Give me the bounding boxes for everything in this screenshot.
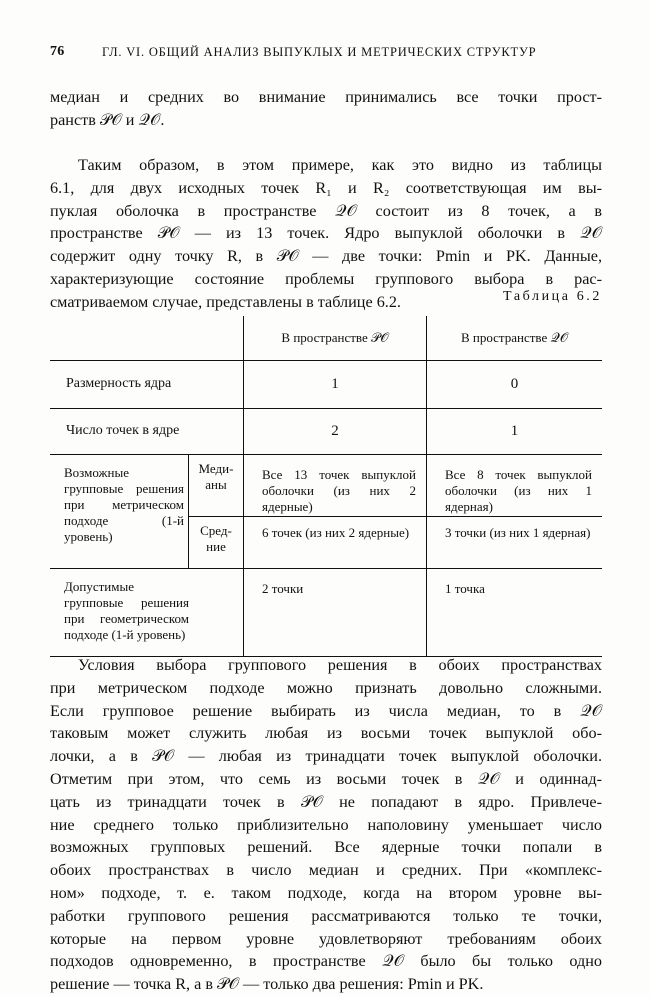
table-cell: 3 точки (из них 1 ядерная) (427, 516, 603, 568)
text-line: подходов одновременно, в пространстве 𝒬𝒪 было бы только одно (50, 952, 602, 971)
running-header (50, 44, 610, 68)
text-line: пространстве 𝒫𝒪 — из 13 точек. Ядро выпуклой оболочки в 𝒬𝒪 (50, 224, 602, 243)
table-cell: 2 точки (244, 568, 427, 656)
text-line: обоих пространствах в число медиан и средних. При «комплекс- (50, 861, 602, 880)
text-line: медиан и средних во внимание принимались все точки прост- (50, 88, 602, 106)
text-line: возможных групповых решений. Все ядерные точки попали в (50, 838, 602, 857)
text-line: характеризующие состояние проблемы группового выбора в рас- (50, 269, 602, 288)
text-line: Условия выбора группового решения в обоих пространствах (78, 656, 602, 674)
sub-row-label: Меди-аны (189, 454, 244, 516)
text-line: ранств 𝒫𝒪 и 𝒬𝒪. (50, 110, 165, 129)
row-label: Размерность ядра (50, 360, 244, 408)
text-line: при метрическом подходе можно признать довольно сложными. (50, 678, 602, 697)
text-line: решение — точка R, а в 𝒫𝒪 — только два решения: Pmin и PK. (50, 975, 484, 994)
text-line: содержит одну точку R, в 𝒫𝒪 — две точки: Pmin и PK. Данные, (50, 247, 602, 266)
text-line: лочки, а в 𝒫𝒪 — любая из тринадцати точек выпуклой оболочки. (50, 747, 602, 766)
text-line: пуклая оболочка в пространстве 𝒬𝒪 состоит из 8 точек, а в (50, 201, 602, 220)
row-label: Возможные групповые решения при метрическом подходе (1-й уровень) (50, 454, 189, 568)
page-number: 76 (50, 44, 65, 59)
paragraph-1 (50, 86, 602, 132)
text-line: ние среднего только приблизительно наполовину уменьшает число (50, 815, 602, 834)
column-header-qo: В пространстве 𝒬𝒪 (427, 316, 603, 360)
table-row (50, 408, 602, 454)
table-caption: Таблица 6.2 (503, 289, 602, 304)
table-cell: 1 (244, 360, 427, 408)
text-line: 6.1, для двух исходных точек R₁ и R₂ соответствующая им вы- (50, 178, 602, 197)
paragraph-3 (50, 654, 602, 996)
row-label: Допустимые групповые решения при геометрическом подходе (1-й уровень) (50, 568, 244, 656)
sub-row-label: Сред-ние (189, 516, 244, 568)
table-cell: Все 8 точек выпуклой оболочки (из них 1 ядерная) (427, 454, 603, 516)
text-line: работки группового решения рассматриваются только те точки, (50, 906, 602, 925)
table-header-row (50, 316, 602, 360)
text-line: таковым может служить любая из восьми точек выпуклой обо- (50, 724, 602, 743)
table-cell: 0 (427, 360, 603, 408)
table-cell: Все 13 точек выпуклой оболочки (из них 2 ядерные) (244, 454, 427, 516)
text-line: Таким образом, в этом примере, как это видно из таблицы (78, 156, 602, 174)
table-row (50, 360, 602, 408)
corner-cell (50, 316, 244, 360)
column-header-po: В пространстве 𝒫𝒪 (244, 316, 427, 360)
text-line: Отметим при этом, что семь из восьми точек в 𝒬𝒪 и одиннад- (50, 769, 602, 788)
text-line: Если групповое решение выбирать из числа медиан, то в 𝒬𝒪 (50, 701, 602, 720)
text-line: которые на первом уровне удовлетворяют требованиям обоих (50, 929, 602, 948)
comparison-table (50, 316, 602, 657)
text-line: ном» подходе, т. е. таком подходе, когда на втором уровне вы- (50, 883, 602, 902)
table-cell: 1 (427, 408, 603, 454)
text-line: цать из тринадцати точек в 𝒫𝒪 не попадают в ядро. Привлече- (50, 792, 602, 811)
table-row (50, 568, 602, 656)
table-cell: 1 точка (427, 568, 603, 656)
text-line: сматриваемом случае, представлены в таблице 6.2. (50, 292, 401, 311)
row-label: Число точек в ядре (50, 408, 244, 454)
chapter-title: ГЛ. VI. ОБЩИЙ АНАЛИЗ ВЫПУКЛЫХ И МЕТРИЧЕСКИХ СТРУКТУР (102, 45, 537, 59)
table-row (50, 454, 602, 516)
table-cell: 6 точек (из них 2 ядерные) (244, 516, 427, 568)
table-cell: 2 (244, 408, 427, 454)
